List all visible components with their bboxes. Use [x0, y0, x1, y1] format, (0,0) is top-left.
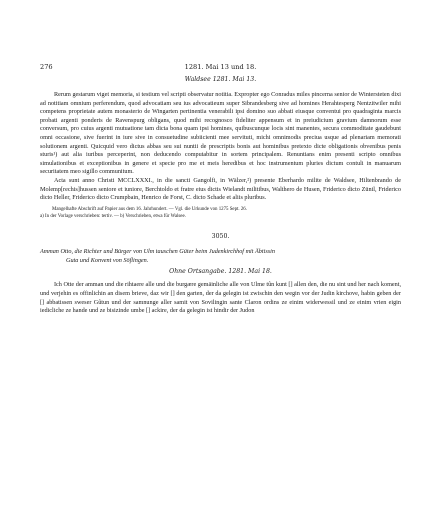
paragraph-charter-text: Rerum gestarum viget memoria, si testium vel scripti observatur notitia. Expropter ego Conradus miles pincerna senior de Wintersteten dixi ad notitiam omnium perferendum, quod advocatiam seu ius advocatieum super Sibrandesberg sive ad homines Herahtesperg Nentzitwiler mihi competens proprietate autem monasterio de Wingarten pertinentia venerabili ipsi domino suo abbati eiusque conventui pro quadraginta marcis probati argenti ponderis de Ravenspurg obligans, quod mihi recognosco fideliter appensum et in preiudicium gravium damnorum esse conversum, pro cuius argenti mutuatione tam dicta bona quam ipsi homines, quibuscunque locis sint manentes, secura commoditate gaudebunt omni occasione, sive fuerint in iure sive in consuetudine subiicienti mee servituti, michi omnimodis preciua usque ad plenariam memorati solutionem argenti. Quicquid vero dictus abbas seu sui nuntii de prescriptis bonis aut hominibus pretexto dicte obligationis obvenibus penis sturis¹) aut alia iuribus perceperint, non deducendo computabitur in sortem principalem. Renuntians enim presenti scripto omnibus simulationibus et exceptionibus in genere et specie pro me et meis heredibus et hoc instrumentum pluries dictum contuli in manuarum securitatem meo sigillo communitum.: [40, 91, 401, 176]
paragraph-german-charter: Ich Otte der amman und die rihtaere alle und die burgære gemäinliche alle von Ulme tûn kunt [] allen den, die nu sint und her nach koment, und verjehin es offinlichin an disem brieve, daz wir [] den garten, der da gelegin ist zwischin den wegin vor der Judin kirchove, habin geben der [] abbatissen sweser Gûtun und der samnunge aller samit von Sovilingin sante Claron ordins ze einim widerwessil und ze einim vrien eigin iedicliche ze hande und ze bisizinde umbe [] ackire, der da gelegin ist hindir der Judon: [40, 281, 401, 315]
document-number: 3050.: [211, 233, 230, 241]
footnotes: [40, 206, 401, 220]
footnote-source: Mangelhafte Abschrift auf Papier aus dem 16. Jahrhundert. — Vgl. die Urkunde von 1275 Sept. 26.: [52, 206, 247, 212]
page-number: 276: [40, 63, 53, 71]
summary-line-2: Guta und Konvent von Söflingen.: [66, 256, 149, 264]
summary-line-1: Amman Otto, die Richter und Bürger von Ulm tauschen Güter beim Judenkirchhof mit Äbtissin: [40, 248, 275, 256]
document-summary: [40, 248, 401, 265]
running-head: 1281. Mai 13 und 18.: [184, 63, 257, 71]
paragraph-witnesses: Acta sunt anno Christi MCCLXXXI., in die sancti Gangolfi, in Wälzer,²) presente Eberhardo milite de Waldsee, Hiltenbrando de Molemp[rechis]hussen seniore et iuniore, Berchtoldo et fratre eius dictis Wielandt militibus, Walthero de Husen, Friderico dicto Zünil, Friderico dicto Heller, Friderico dicto Crumpbain, Henrico de Forst, C. dicto Schade et aliis pluribus.: [40, 176, 401, 202]
page-header: [40, 62, 401, 72]
document-place-date: Waldsee 1281. Mai 13.: [184, 76, 257, 83]
footnote-variants: a) In der Vorlage verschrieben: tertiv. — b) Verschrieben, etwa für Walsee.: [40, 213, 186, 219]
document-date: Ohne Ortsangabe. 1281. Mai 18.: [169, 268, 272, 276]
